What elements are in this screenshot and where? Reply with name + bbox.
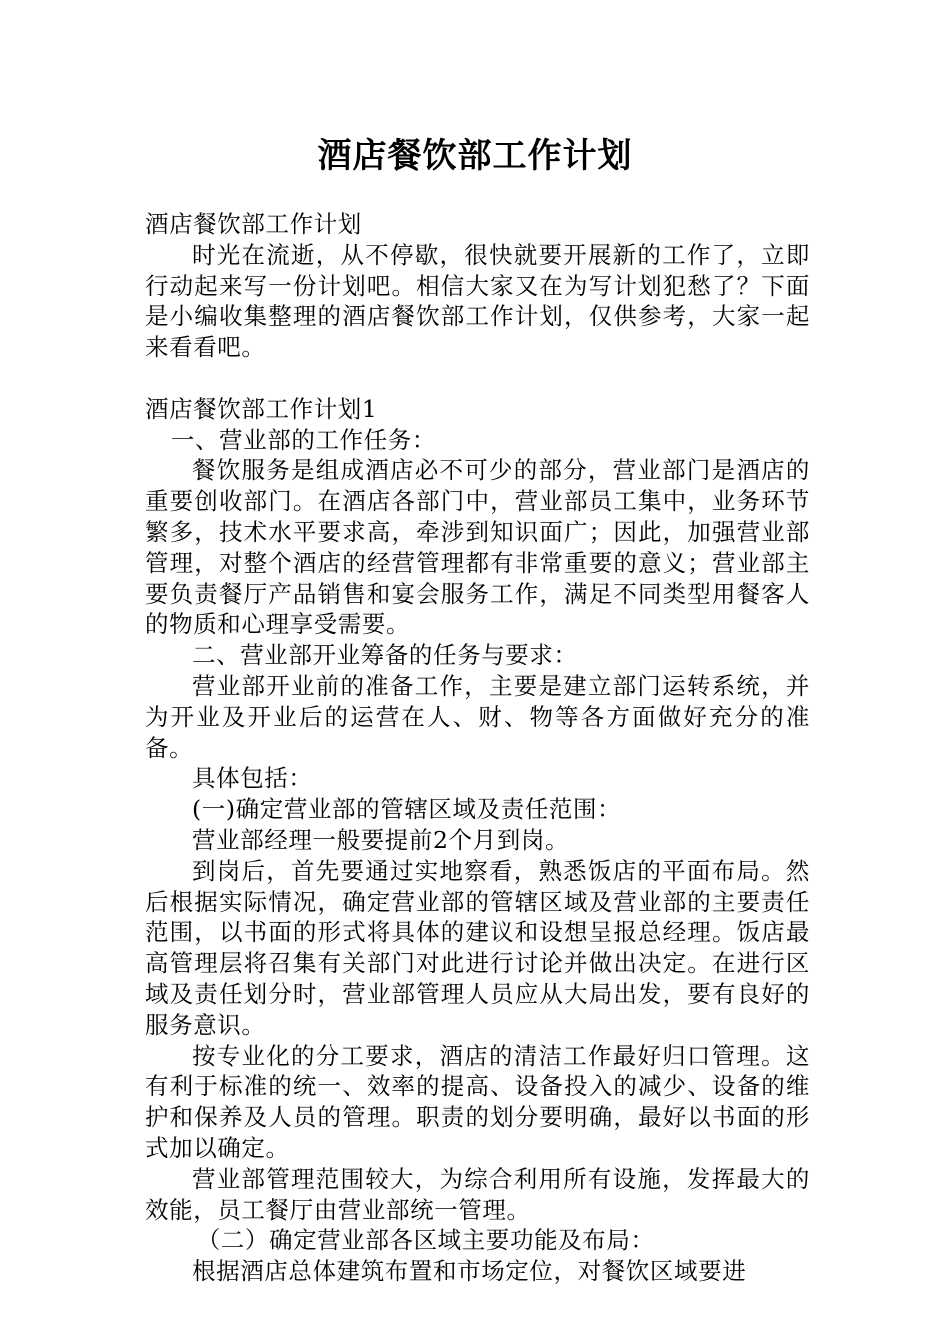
blank-line: [145, 363, 810, 394]
intro-paragraph: 时光在流逝，从不停歇，很快就要开展新的工作了，立即行动起来写一份计划吧。相信大家又在为写计划犯愁了？下面是小编收集整理的酒店餐饮部工作计划，仅供参考，大家一起来看看吧。: [145, 240, 810, 362]
body-paragraph: 到岗后，首先要通过实地察看，熟悉饭店的平面布局。然后根据实际情况，确定营业部的管辖区域及营业部的主要责任范围，以书面的形式将具体的建议和设想呈报总经理。饭店最高管理层将召集有关部门对此进行讨论并做出决定。在进行区域及责任划分时，营业部管理人员应从大局出发，要有良好的服务意识。: [145, 856, 810, 1039]
document-title: 酒店餐饮部工作计划: [317, 136, 633, 176]
subtitle-line: 酒店餐饮部工作计划: [145, 210, 362, 238]
body-paragraph: 营业部经理一般要提前2个月到岗。: [192, 825, 570, 854]
body-paragraph: 营业部开业前的准备工作，主要是建立部门运转系统，并为开业及开业后的运营在人、财、物等各方面做好充分的准备。: [145, 671, 810, 762]
item-heading: 一、营业部的工作任务：: [170, 425, 436, 454]
item-heading: 二、营业部开业筹备的任务与要求：: [192, 641, 578, 670]
document-body: [145, 209, 810, 1287]
body-paragraph: 按专业化的分工要求，酒店的清洁工作最好归口管理。这有利于标准的统一、效率的提高、设备投入的减少、设备的维护和保养及人员的管理。职责的划分要明确，最好以书面的形式加以确定。: [145, 1041, 810, 1162]
body-paragraph: 餐饮服务是组成酒店必不可少的部分，营业部门是酒店的重要创收部门。在酒店各部门中，营业部员工集中，业务环节繁多，技术水平要求高，牵涉到知识面广；因此，加强营业部管理，对整个酒店的经营管理都有非常重要的意义；营业部主要负责餐厅产品销售和宴会服务工作，满足不同类型用餐客人的物质和心理享受需要。: [145, 456, 810, 639]
body-paragraph: 营业部管理范围较大，为综合利用所有设施，发挥最大的效能，员工餐厅由营业部统一管理。: [145, 1164, 810, 1224]
sub-item-heading: (一)确定营业部的管辖区域及责任范围：: [192, 795, 622, 824]
section-heading: 酒店餐饮部工作计划1: [145, 394, 378, 423]
body-paragraph: 根据酒店总体建筑布置和市场定位，对餐饮区域要进: [192, 1257, 747, 1286]
sub-item-heading: （二）确定营业部各区域主要功能及布局：: [196, 1226, 655, 1255]
body-paragraph: 具体包括：: [192, 764, 313, 793]
